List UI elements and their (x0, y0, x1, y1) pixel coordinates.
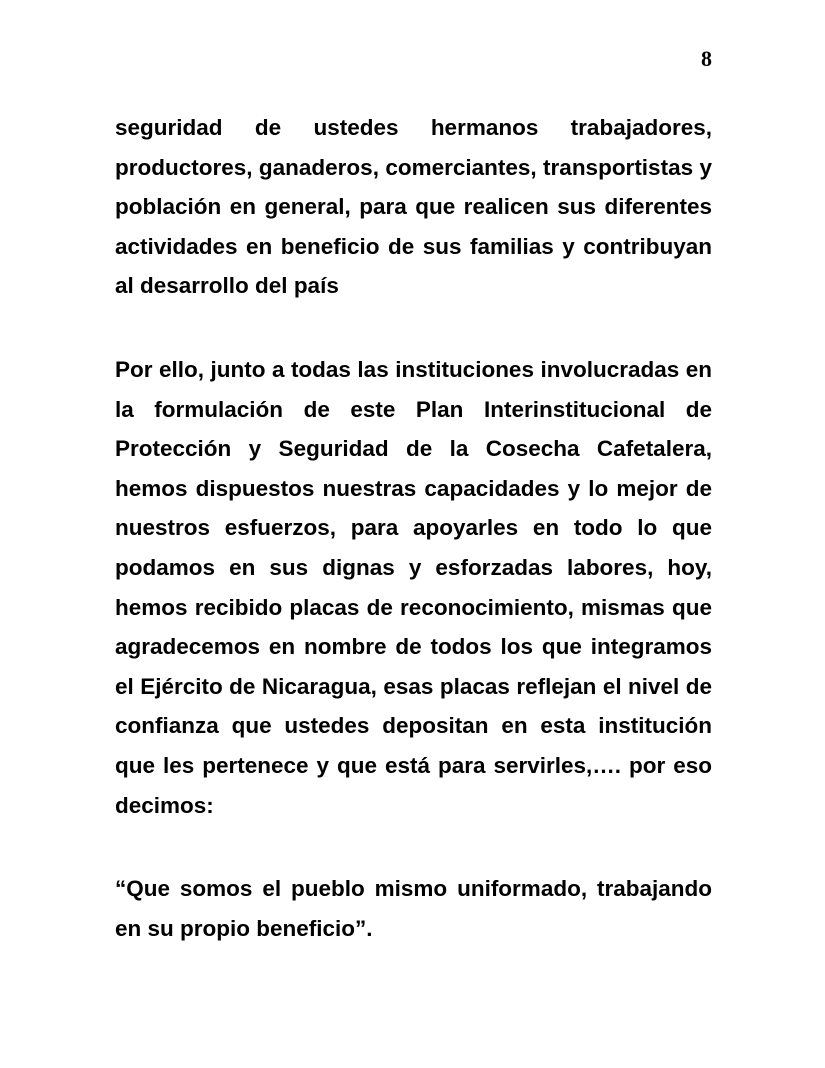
paragraph-1: seguridad de ustedes hermanos trabajadores, productores, ganaderos, comerciantes, transportistas y población en general, para que realicen sus diferentes actividades en beneficio de sus familias y contribuyan al desarrollo del país (115, 115, 712, 299)
paragraph-2: Por ello, junto a todas las instituciones involucradas en la formulación de este Plan Interinstitucional de Protección y Seguridad de la Cosecha Cafetalera, hemos dispuestos nuestras capacidades y lo mejor de nuestros esfuerzos, para apoyarles en todo lo que podamos en sus dignas y esforzadas labores, hoy, hemos recibido placas de reconocimiento, mismas que agradecemos en nombre de todos los que integramos el Ejército de Nicaragua, esas placas reflejan el nivel de confianza que ustedes depositan en esta institución que les pertenece y que está para servirles,…. por eso decimos: (115, 356, 712, 818)
paragraph-quote: “Que somos el pueblo mismo uniformado, trabajando en su propio beneficio”. (115, 876, 712, 941)
page-number: 8 (701, 46, 712, 71)
document-body (115, 108, 712, 948)
